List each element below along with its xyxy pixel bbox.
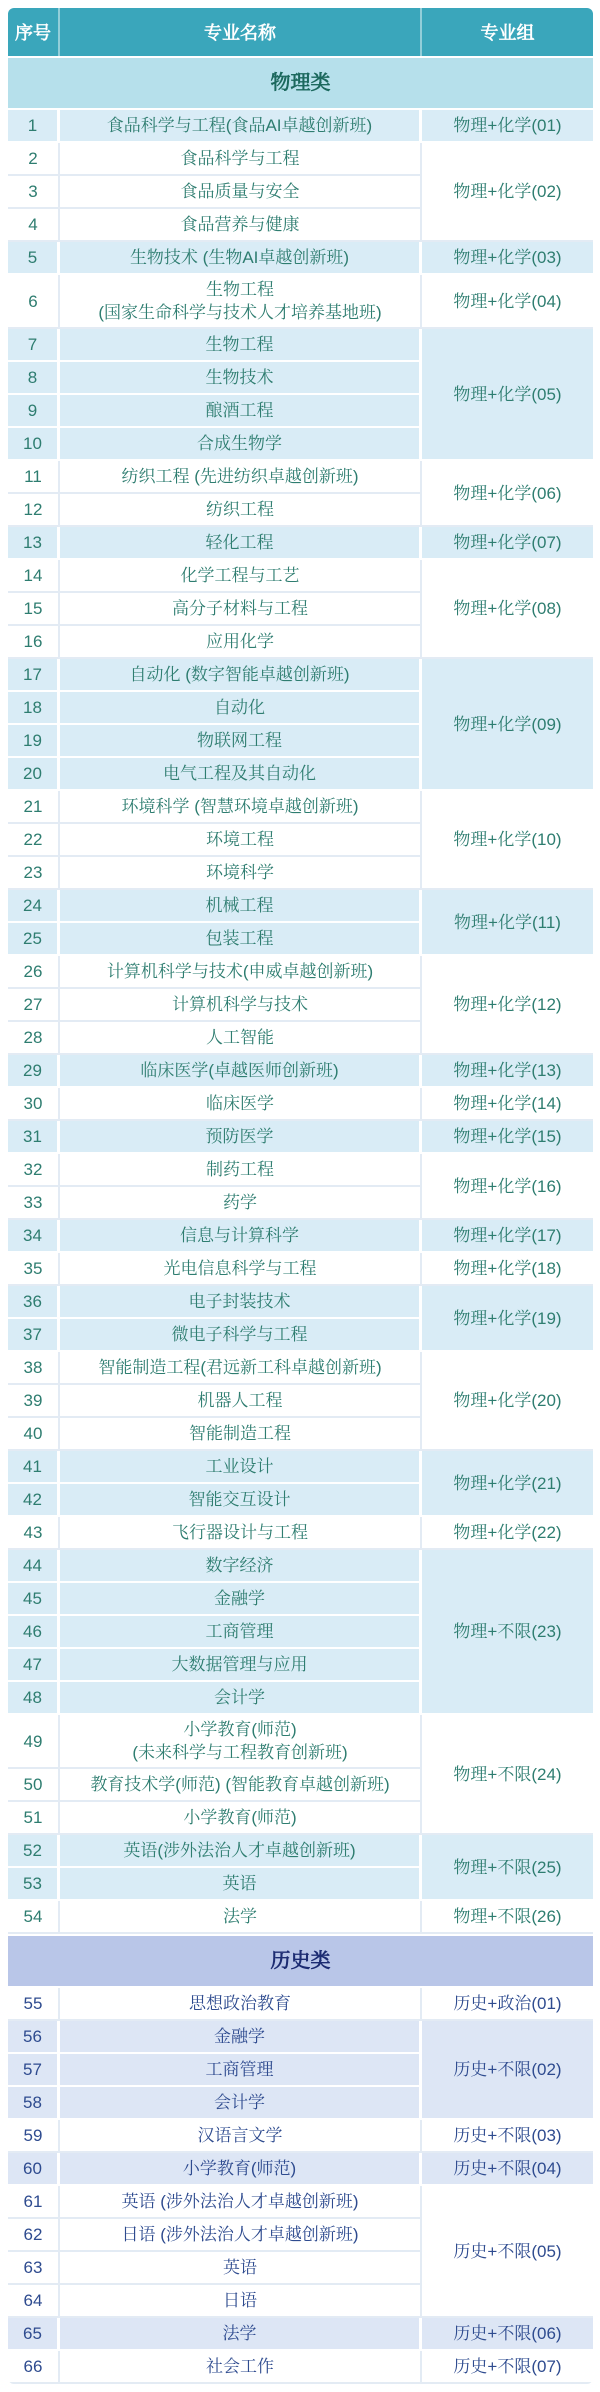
major-name: 微电子科学与工程 [60,1319,422,1352]
group-cell: 物理+化学(16) [422,1154,593,1220]
row-no: 25 [8,923,60,956]
row-no: 20 [8,758,60,791]
row-no: 34 [8,1220,60,1253]
major-name: 信息与计算科学 [60,1220,422,1253]
major-name: 食品科学与工程 [60,143,422,176]
group-cell: 物理+化学(07) [422,527,593,560]
table-row [8,461,593,494]
major-name: 食品营养与健康 [60,209,422,242]
table-row [8,1121,593,1154]
group-cell: 物理+化学(13) [422,1055,593,1088]
col-header-group: 专业组 [422,8,593,56]
row-no: 31 [8,1121,60,1154]
major-name: 工商管理 [60,2054,422,2087]
major-name: 生物工程 [60,329,422,362]
row-no: 11 [8,461,60,494]
major-name: 思想政治教育 [60,1988,422,2021]
group-cell: 历史+不限(07) [422,2351,593,2384]
table-row [8,1550,593,1583]
major-name: 环境科学 [60,857,422,890]
major-name: 包装工程 [60,923,422,956]
row-no: 48 [8,1682,60,1715]
table-row [8,1835,593,1868]
table-row [8,791,593,824]
major-name: 法学 [60,2318,422,2351]
major-name: 临床医学(卓越医师创新班) [60,1055,422,1088]
row-no: 15 [8,593,60,626]
row-no: 3 [8,176,60,209]
table-row [8,1352,593,1385]
majors-table [8,8,593,2384]
row-no: 8 [8,362,60,395]
major-name-line1: 小学教育(师范) [183,1720,297,1739]
row-no: 45 [8,1583,60,1616]
row-no: 41 [8,1451,60,1484]
group-cell: 物理+化学(06) [422,461,593,527]
major-name: 光电信息科学与工程 [60,1253,422,1286]
section-row-physics [8,56,593,110]
row-no: 35 [8,1253,60,1286]
group-cell: 物理+化学(21) [422,1451,593,1517]
group-cell: 物理+化学(18) [422,1253,593,1286]
major-name: 人工智能 [60,1022,422,1055]
major-name: 环境工程 [60,824,422,857]
section-row-history [8,1934,593,1988]
major-name: 计算机科学与技术 [60,989,422,1022]
major-name: 飞行器设计与工程 [60,1517,422,1550]
group-cell: 物理+不限(24) [422,1715,593,1835]
table-row [8,2186,593,2219]
row-no: 19 [8,725,60,758]
row-no: 12 [8,494,60,527]
major-name: 机器人工程 [60,1385,422,1418]
row-no: 65 [8,2318,60,2351]
major-name: 生物技术 (生物AI卓越创新班) [60,242,422,275]
major-name: 食品科学与工程(食品AI卓越创新班) [60,110,422,143]
row-no: 23 [8,857,60,890]
row-no: 64 [8,2285,60,2318]
row-no: 40 [8,1418,60,1451]
col-header-major: 专业名称 [60,8,422,56]
row-no: 13 [8,527,60,560]
major-name: 电子封装技术 [60,1286,422,1319]
row-no: 63 [8,2252,60,2285]
row-no: 1 [8,110,60,143]
row-no: 30 [8,1088,60,1121]
major-name: 教育技术学(师范) (智能教育卓越创新班) [60,1769,422,1802]
row-no: 47 [8,1649,60,1682]
table-row [8,1055,593,1088]
row-no: 54 [8,1901,60,1934]
table-row [8,659,593,692]
major-name: 制药工程 [60,1154,422,1187]
table-row [8,2318,593,2351]
table-row [8,1988,593,2021]
table-row [8,1715,593,1769]
major-name: 纺织工程 (先进纺织卓越创新班) [60,461,422,494]
group-cell: 物理+化学(09) [422,659,593,791]
major-name: 智能制造工程 [60,1418,422,1451]
row-no: 2 [8,143,60,176]
major-name: 高分子材料与工程 [60,593,422,626]
major-name [60,275,422,329]
row-no: 29 [8,1055,60,1088]
row-no: 21 [8,791,60,824]
row-no: 22 [8,824,60,857]
table-row [8,1451,593,1484]
row-no: 26 [8,956,60,989]
major-name: 轻化工程 [60,527,422,560]
group-cell: 物理+化学(03) [422,242,593,275]
row-no: 59 [8,2120,60,2153]
major-name: 生物技术 [60,362,422,395]
row-no: 66 [8,2351,60,2384]
group-cell: 历史+不限(02) [422,2021,593,2120]
row-no: 14 [8,560,60,593]
row-no: 4 [8,209,60,242]
table-row [8,1253,593,1286]
major-name: 会计学 [60,1682,422,1715]
row-no: 6 [8,275,60,329]
row-no: 18 [8,692,60,725]
major-name: 纺织工程 [60,494,422,527]
group-cell: 物理+不限(25) [422,1835,593,1901]
group-cell: 物理+化学(20) [422,1352,593,1451]
major-name: 合成生物学 [60,428,422,461]
row-no: 33 [8,1187,60,1220]
major-name-line2: (未来科学与工程教育创新班) [132,1743,348,1762]
row-no: 10 [8,428,60,461]
row-no: 5 [8,242,60,275]
major-name: 金融学 [60,1583,422,1616]
table-row [8,2153,593,2186]
group-cell: 物理+化学(19) [422,1286,593,1352]
group-cell: 物理+化学(17) [422,1220,593,1253]
row-no: 24 [8,890,60,923]
major-name: 预防医学 [60,1121,422,1154]
table-row [8,1286,593,1319]
majors-table-container [8,8,593,2384]
table-row [8,1517,593,1550]
row-no: 55 [8,1988,60,2021]
major-name: 自动化 (数字智能卓越创新班) [60,659,422,692]
major-name-line1: 生物工程 [206,280,274,299]
row-no: 28 [8,1022,60,1055]
major-name: 药学 [60,1187,422,1220]
row-no: 42 [8,1484,60,1517]
table-row [8,110,593,143]
row-no: 27 [8,989,60,1022]
group-cell: 物理+化学(01) [422,110,593,143]
row-no: 62 [8,2219,60,2252]
group-cell: 物理+化学(22) [422,1517,593,1550]
row-no: 38 [8,1352,60,1385]
group-cell: 历史+不限(05) [422,2186,593,2318]
section-title: 历史类 [8,1934,593,1988]
table-row [8,2351,593,2384]
row-no: 53 [8,1868,60,1901]
table-row [8,560,593,593]
major-name: 食品质量与安全 [60,176,422,209]
row-no: 36 [8,1286,60,1319]
row-no: 57 [8,2054,60,2087]
major-name: 临床医学 [60,1088,422,1121]
major-name: 工业设计 [60,1451,422,1484]
major-name: 化学工程与工艺 [60,560,422,593]
major-name: 日语 [60,2285,422,2318]
major-name: 数字经济 [60,1550,422,1583]
row-no: 50 [8,1769,60,1802]
group-cell: 物理+化学(05) [422,329,593,461]
major-name: 环境科学 (智慧环境卓越创新班) [60,791,422,824]
table-row [8,143,593,176]
major-name [60,1715,422,1769]
group-cell: 历史+不限(03) [422,2120,593,2153]
major-name: 法学 [60,1901,422,1934]
major-name: 应用化学 [60,626,422,659]
table-row [8,527,593,560]
row-no: 39 [8,1385,60,1418]
row-no: 58 [8,2087,60,2120]
table-header [8,8,593,56]
table-row [8,329,593,362]
major-name: 小学教育(师范) [60,2153,422,2186]
row-no: 60 [8,2153,60,2186]
group-cell: 物理+不限(26) [422,1901,593,1934]
row-no: 44 [8,1550,60,1583]
major-name: 计算机科学与技术(申威卓越创新班) [60,956,422,989]
row-no: 7 [8,329,60,362]
table-row [8,2120,593,2153]
major-name: 英语(涉外法治人才卓越创新班) [60,1835,422,1868]
row-no: 37 [8,1319,60,1352]
group-cell: 物理+化学(02) [422,143,593,242]
major-name: 英语 (涉外法治人才卓越创新班) [60,2186,422,2219]
table-row [8,890,593,923]
table-row [8,275,593,329]
major-name: 机械工程 [60,890,422,923]
group-cell: 物理+化学(08) [422,560,593,659]
major-name: 酿酒工程 [60,395,422,428]
row-no: 46 [8,1616,60,1649]
section-title: 物理类 [8,56,593,110]
table-row [8,1901,593,1934]
row-no: 51 [8,1802,60,1835]
row-no: 16 [8,626,60,659]
table-row [8,1088,593,1121]
group-cell: 物理+化学(10) [422,791,593,890]
major-name: 自动化 [60,692,422,725]
major-name: 小学教育(师范) [60,1802,422,1835]
group-cell: 物理+化学(11) [422,890,593,956]
major-name: 英语 [60,2252,422,2285]
group-cell: 历史+不限(06) [422,2318,593,2351]
major-name-line2: (国家生命科学与技术人才培养基地班) [98,303,382,322]
group-cell: 物理+化学(12) [422,956,593,1055]
group-cell: 物理+化学(14) [422,1088,593,1121]
row-no: 43 [8,1517,60,1550]
row-no: 52 [8,1835,60,1868]
header-row [8,8,593,56]
row-no: 49 [8,1715,60,1769]
major-name: 电气工程及其自动化 [60,758,422,791]
major-name: 英语 [60,1868,422,1901]
group-cell: 物理+不限(23) [422,1550,593,1715]
major-name: 会计学 [60,2087,422,2120]
table-row [8,242,593,275]
major-name: 社会工作 [60,2351,422,2384]
major-name: 智能制造工程(君远新工科卓越创新班) [60,1352,422,1385]
table-row [8,1154,593,1187]
major-name: 智能交互设计 [60,1484,422,1517]
major-name: 大数据管理与应用 [60,1649,422,1682]
col-header-no: 序号 [8,8,60,56]
group-cell: 历史+政治(01) [422,1988,593,2021]
group-cell: 物理+化学(15) [422,1121,593,1154]
row-no: 32 [8,1154,60,1187]
row-no: 9 [8,395,60,428]
table-row [8,2021,593,2054]
major-name: 工商管理 [60,1616,422,1649]
major-name: 物联网工程 [60,725,422,758]
group-cell: 历史+不限(04) [422,2153,593,2186]
group-cell: 物理+化学(04) [422,275,593,329]
table-body [8,56,593,2384]
table-row [8,1220,593,1253]
row-no: 56 [8,2021,60,2054]
table-row [8,956,593,989]
major-name: 汉语言文学 [60,2120,422,2153]
major-name: 金融学 [60,2021,422,2054]
row-no: 61 [8,2186,60,2219]
row-no: 17 [8,659,60,692]
major-name: 日语 (涉外法治人才卓越创新班) [60,2219,422,2252]
